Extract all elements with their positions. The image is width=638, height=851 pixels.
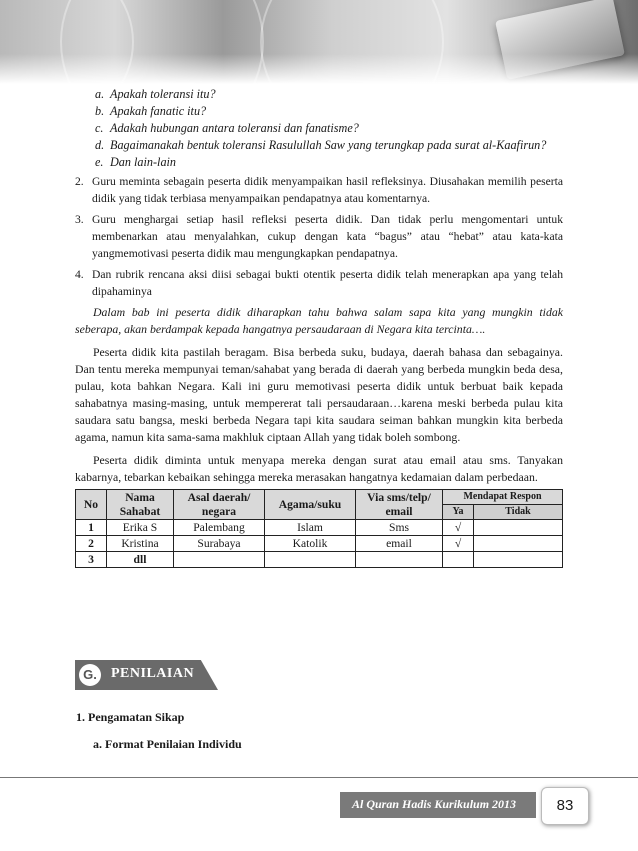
table-row: 3 dll [76,552,563,568]
header-nama: Nama Sahabat [107,490,174,520]
page-number: 83 [541,787,589,825]
list-item: d. Bagaimanakah bentuk toleransi Rasulullah Saw yang terungkap pada surat al-Kaafirun? [95,138,547,152]
subheading-1: 1. Pengamatan Sikap [76,710,185,724]
table-row: 2 Kristina Surabaya Katolik email √ [76,536,563,552]
response-table [75,489,563,568]
header-respon: Mendapat Respon [443,490,563,505]
header-no: No [76,490,107,520]
section-letter: G. [79,664,101,686]
intro-paragraph: Dalam bab ini peserta didik diharapkan tahu bahwa salam sapa kita yang mungkin tidak seberapa, akan berdampak kepada hangatnya persaudaraan di Negara kita tercinta…. [75,305,563,336]
footer-divider [0,777,638,778]
header-agama: Agama/suku [265,490,356,520]
body-paragraph: Peserta didik kita pastilah beragam. Bisa berbeda suku, budaya, daerah bahasa dan sebagainya. Dan tentu mereka mempunyai teman/sahabat yang berada di daerah yang berbeda mungkin beda desa, pulau, kota bahkan Negara. Kali ini guru memotivasi peserta didik untuk berbuat baik kepada sahabatnya masing-masing, untuk mempererat tali persaudaraan…karena meski berbeda pulau kita saudara satu bangsa, meski berbeda Negara tapi kita saudara seiman bahkan mungkin kita berbeda agama, namun kita sama-sama makhluk ciptaan Allah yang tidak boleh sombong. [75,345,563,444]
instruction-paragraph: Peserta didik diminta untuk menyapa mereka dengan surat atau email atau sms. Tanyakan kabarnya, tebarkan kebaikan sehingga mereka merasakan hangatnya kedamaian dalam perbedaan. [75,453,563,484]
list-item: c. Adakah hubungan antara toleransi dan fanatisme? [95,121,359,135]
subheading-2: a. Format Penilaian Individu [93,737,242,751]
list-item: b. Apakah fanatic itu? [95,104,207,118]
footer-title: Al Quran Hadis Kurikulum 2013 [352,797,517,811]
section-heading [75,660,218,690]
question-list [75,86,563,171]
table-row: 1 Erika S Palembang Islam Sms √ [76,520,563,536]
header-ya: Ya [443,505,474,520]
section-title: PENILAIAN [111,666,195,681]
list-item: 2. Guru meminta sebagain peserta didik menyampaikan hasil refleksinya. Diusahakan memilih peserta didik yang tidak terbiasa menyampaikan pendapatnya atau komentarnya. [75,175,563,205]
header-decoration [0,0,638,84]
step-list [75,173,563,300]
page-content [75,86,563,568]
header-tidak: Tidak [474,505,563,520]
list-item: a. Apakah toleransi itu? [95,87,216,101]
list-item: 4. Dan rubrik rencana aksi diisi sebagai bukti otentik peserta didik telah menerapkan apa yang telah dipahaminya [75,268,563,298]
list-item: e. Dan lain-lain [95,155,177,169]
header-via: Via sms/telp/ email [356,490,443,520]
list-item: 3. Guru menghargai setiap hasil refleksi peserta didik. Dan tidak perlu mengomentari untuk membenarkan atau menyalahkan, cukup dengan kata “bagus” atau “hebat” atau kata-kata yangmemotivasi peserta didik mau mengungkapkan pendapatnya. [75,213,563,260]
header-asal: Asal daerah/ negara [174,490,265,520]
